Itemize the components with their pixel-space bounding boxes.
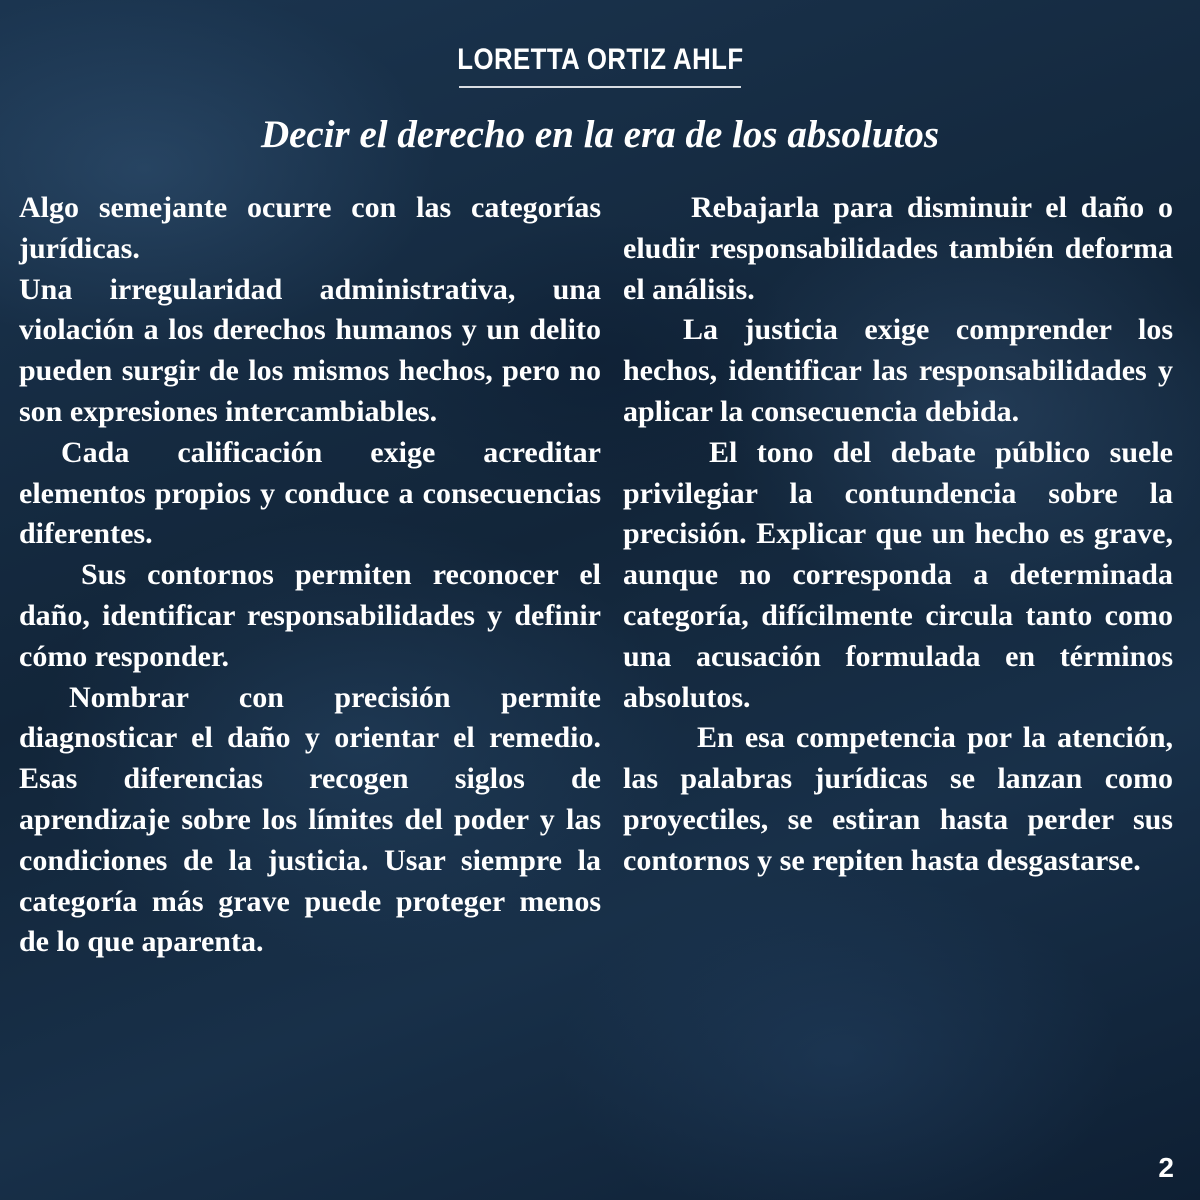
left-paragraph-5: Nombrar con precisión permite diagnosticar el daño y orientar el remedio. Esas diferencias recogen siglos de aprendizaje sobre los límites del poder y las condiciones de la justicia. Usar siempre la categoría más grave puede proteger menos de lo que aparenta. [19, 680, 601, 959]
header [0, 40, 1200, 88]
right-paragraph-4: En esa competencia por la atención, las palabras jurídicas se lanzan como proyectiles, se estiran hasta perder sus contornos y se repiten hasta desgastarse. [623, 721, 1173, 877]
right-paragraph-1: Rebajarla para disminuir el daño o eludir responsabilidades también deforma el análisis. [623, 191, 1173, 306]
right-paragraph-2: La justicia exige comprender los hechos, identificar las responsabilidades y aplicar la consecuencia debida. [623, 313, 1173, 428]
left-paragraph-1: Algo semejante ocurre con las categorías jurídicas. [19, 191, 601, 265]
article-title: Decir el derecho en la era de los absolutos [260, 113, 940, 156]
left-paragraph-4: Sus contornos permiten reconocer el daño, identificar responsabilidades y definir cómo responder. [19, 558, 601, 673]
right-paragraph-3: El tono del debate público suele privilegiar la contundencia sobre la precisión. Explicar que un hecho es grave, aunque no corresponda a determinada categoría, difícilmente circula tanto como una acusación formulada en términos absolutos. [623, 435, 1173, 714]
author-name: LORETTA ORTIZ AHLF [456, 43, 744, 76]
left-paragraph-3: Cada calificación exige acreditar elementos propios y conduce a consecuencias diferentes. [19, 435, 601, 551]
left-column [19, 188, 601, 963]
left-paragraph-2: Una irregularidad administrativa, una violación a los derechos humanos y un delito pueden surgir de los mismos hechos, pero no son expresiones intercambiables. [19, 272, 601, 428]
page-number: 2 [1158, 1152, 1174, 1183]
author-underline [459, 86, 741, 88]
right-column [623, 188, 1173, 882]
